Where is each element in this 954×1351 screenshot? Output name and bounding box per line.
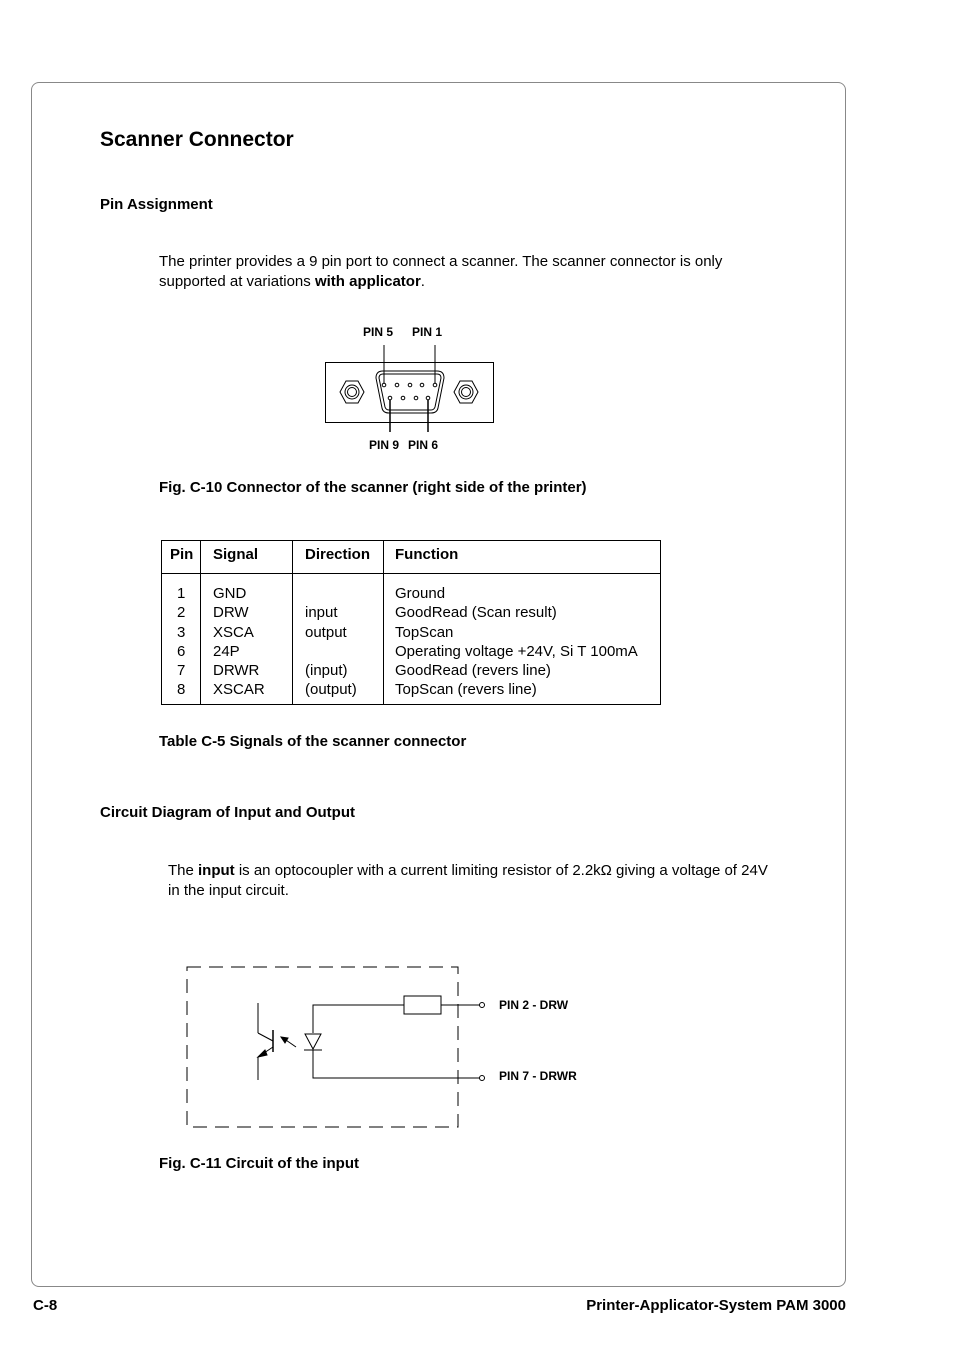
cell-direction — [305, 642, 357, 661]
cell-signal: XSCA — [213, 623, 254, 641]
cell-function: GoodRead (revers line) — [395, 662, 551, 680]
pin7-label: PIN 7 - DRWR — [499, 1069, 577, 1083]
cell-pin: 6 — [177, 642, 186, 660]
para-bold: with applicator — [314, 273, 421, 290]
resistor-icon — [404, 996, 441, 1014]
pin1-label: PIN 1 — [412, 325, 443, 339]
intro-paragraph — [159, 252, 722, 292]
cell-direction: (input) — [305, 662, 348, 680]
cell-function: TopScan (revers line) — [395, 681, 537, 699]
signals-table — [161, 540, 661, 705]
page-title: Scanner Connector — [100, 128, 294, 151]
optocoupler-boundary — [187, 967, 458, 1127]
page-number: C-8 — [33, 1297, 58, 1314]
column-divider — [292, 541, 293, 704]
header-direction: Direction — [305, 546, 371, 563]
para-bold: input — [198, 862, 235, 879]
cell-signal: DRW — [213, 604, 249, 622]
light-arrow-icon — [281, 1037, 296, 1047]
cell-signal: DRWR — [213, 662, 260, 680]
direction-column — [305, 584, 357, 700]
table-caption: Table C-5 Signals of the scanner connector — [159, 733, 467, 750]
cell-pin: 1 — [177, 585, 186, 602]
pin2-label: PIN 2 - DRW — [499, 998, 569, 1012]
figure-caption-c10: Fig. C-10 Connector of the scanner (right side of the printer) — [159, 479, 587, 496]
para-text: is an optocoupler with a current limiting resistor of 2.2kΩ giving a voltage of 24V — [234, 862, 768, 879]
para-line: in the input circuit. — [168, 882, 289, 899]
cell-direction: input — [305, 604, 338, 622]
para-text: . — [420, 273, 425, 290]
header-signal: Signal — [213, 546, 259, 563]
column-divider — [383, 541, 384, 704]
cell-function: GoodRead (Scan result) — [395, 604, 557, 622]
hex-nut-left-icon — [340, 381, 364, 403]
diode-icon — [304, 1005, 480, 1078]
cell-pin: 7 — [177, 662, 186, 680]
pin6-label: PIN 6 — [408, 438, 439, 452]
cell-signal: XSCAR — [213, 681, 265, 699]
para-text: supported at variations — [159, 273, 315, 290]
hex-nut-right-icon — [454, 381, 478, 403]
cell-pin: 3 — [177, 623, 186, 641]
phototransistor-icon — [258, 1003, 273, 1080]
terminal-pin2-icon — [480, 1003, 485, 1008]
terminal-pin7-icon — [480, 1076, 485, 1081]
signal-column — [213, 584, 265, 700]
pin9-label: PIN 9 — [369, 438, 400, 452]
cell-direction: output — [305, 623, 347, 641]
cell-function: Operating voltage +24V, Si T 100mA — [395, 642, 638, 660]
cell-direction — [305, 584, 357, 603]
cell-signal: 24P — [213, 642, 240, 660]
pin5-label: PIN 5 — [363, 325, 394, 339]
header-divider — [162, 573, 660, 574]
cell-pin: 8 — [177, 681, 186, 699]
cell-pin: 2 — [177, 604, 186, 622]
input-circuit-diagram — [180, 960, 500, 1135]
cell-function: TopScan — [395, 623, 454, 641]
pin-column — [177, 584, 185, 700]
product-name: Printer-Applicator-System PAM 3000 — [586, 1297, 846, 1314]
header-function: Function — [395, 546, 459, 563]
function-column — [395, 584, 638, 700]
section-heading-circuit: Circuit Diagram of Input and Output — [100, 804, 355, 821]
para-text: The — [168, 862, 199, 879]
cell-direction: (output) — [305, 681, 357, 699]
circuit-paragraph — [168, 861, 768, 901]
section-heading-pin-assignment: Pin Assignment — [100, 196, 213, 213]
column-divider — [200, 541, 201, 704]
header-pin: Pin — [170, 546, 194, 563]
para-line: The printer provides a 9 pin port to connect a scanner. The scanner connector is only — [159, 253, 723, 270]
cell-signal: GND — [213, 585, 247, 602]
cell-function: Ground — [395, 585, 446, 602]
figure-caption-c11: Fig. C-11 Circuit of the input — [159, 1155, 359, 1172]
